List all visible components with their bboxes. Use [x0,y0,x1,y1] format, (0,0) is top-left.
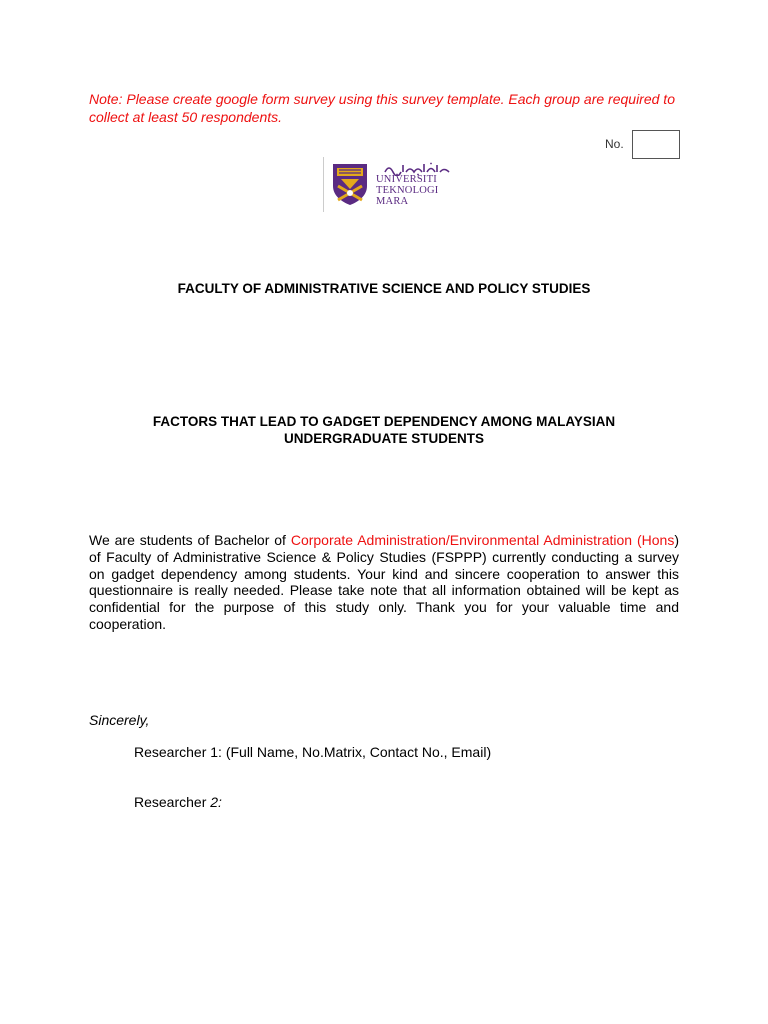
uitm-crest-icon [331,162,369,206]
researcher-2-prefix: Researcher [134,794,211,810]
logo-line-mara: MARA [376,196,409,207]
logo-jawi-script [376,157,444,171]
survey-title-line2: UNDERGRADUATE STUDENTS [283,431,484,446]
survey-title-line1: FACTORS THAT LEAD TO GADGET DEPENDENCY AMONG MALAYSIAN [152,414,616,429]
uitm-logo [323,157,446,212]
intro-part2: ) of Faculty of Administrative Science & Policy Studies (FSPPP) currently conducting a survey on gadget dependency among students. Your kind and sincere cooperation to answer this questionnaire is really needed. Please take note that all information obtained will be kept as confidential for the purpose of this study only. Thank you for your valuable time and cooperation. [89,532,679,632]
logo-line-teknologi: TEKNOLOGI [376,185,439,196]
researcher-2-line [134,794,222,811]
intro-part1: We are students of Bachelor of [89,532,291,548]
logo-line-universiti: UNIVERSITI [376,174,437,185]
closing-sincerely: Sincerely, [89,712,150,728]
researcher-2-number: 2: [210,794,222,810]
number-box [632,130,680,159]
researcher-1-line: Researcher 1: (Full Name, No.Matrix, Contact No., Email) [134,744,492,760]
intro-paragraph [89,532,679,633]
survey-title [0,413,768,447]
number-label: No. [605,137,624,151]
template-note: Note: Please create google form survey using this survey template. Each group are required to collect at least 50 respondents. [89,91,675,125]
logo-wordmark [376,174,438,207]
faculty-heading: FACULTY OF ADMINISTRATIVE SCIENCE AND POLICY STUDIES [177,281,591,296]
program-name: Corporate Administration/Environmental Administration (Hons [290,532,675,548]
